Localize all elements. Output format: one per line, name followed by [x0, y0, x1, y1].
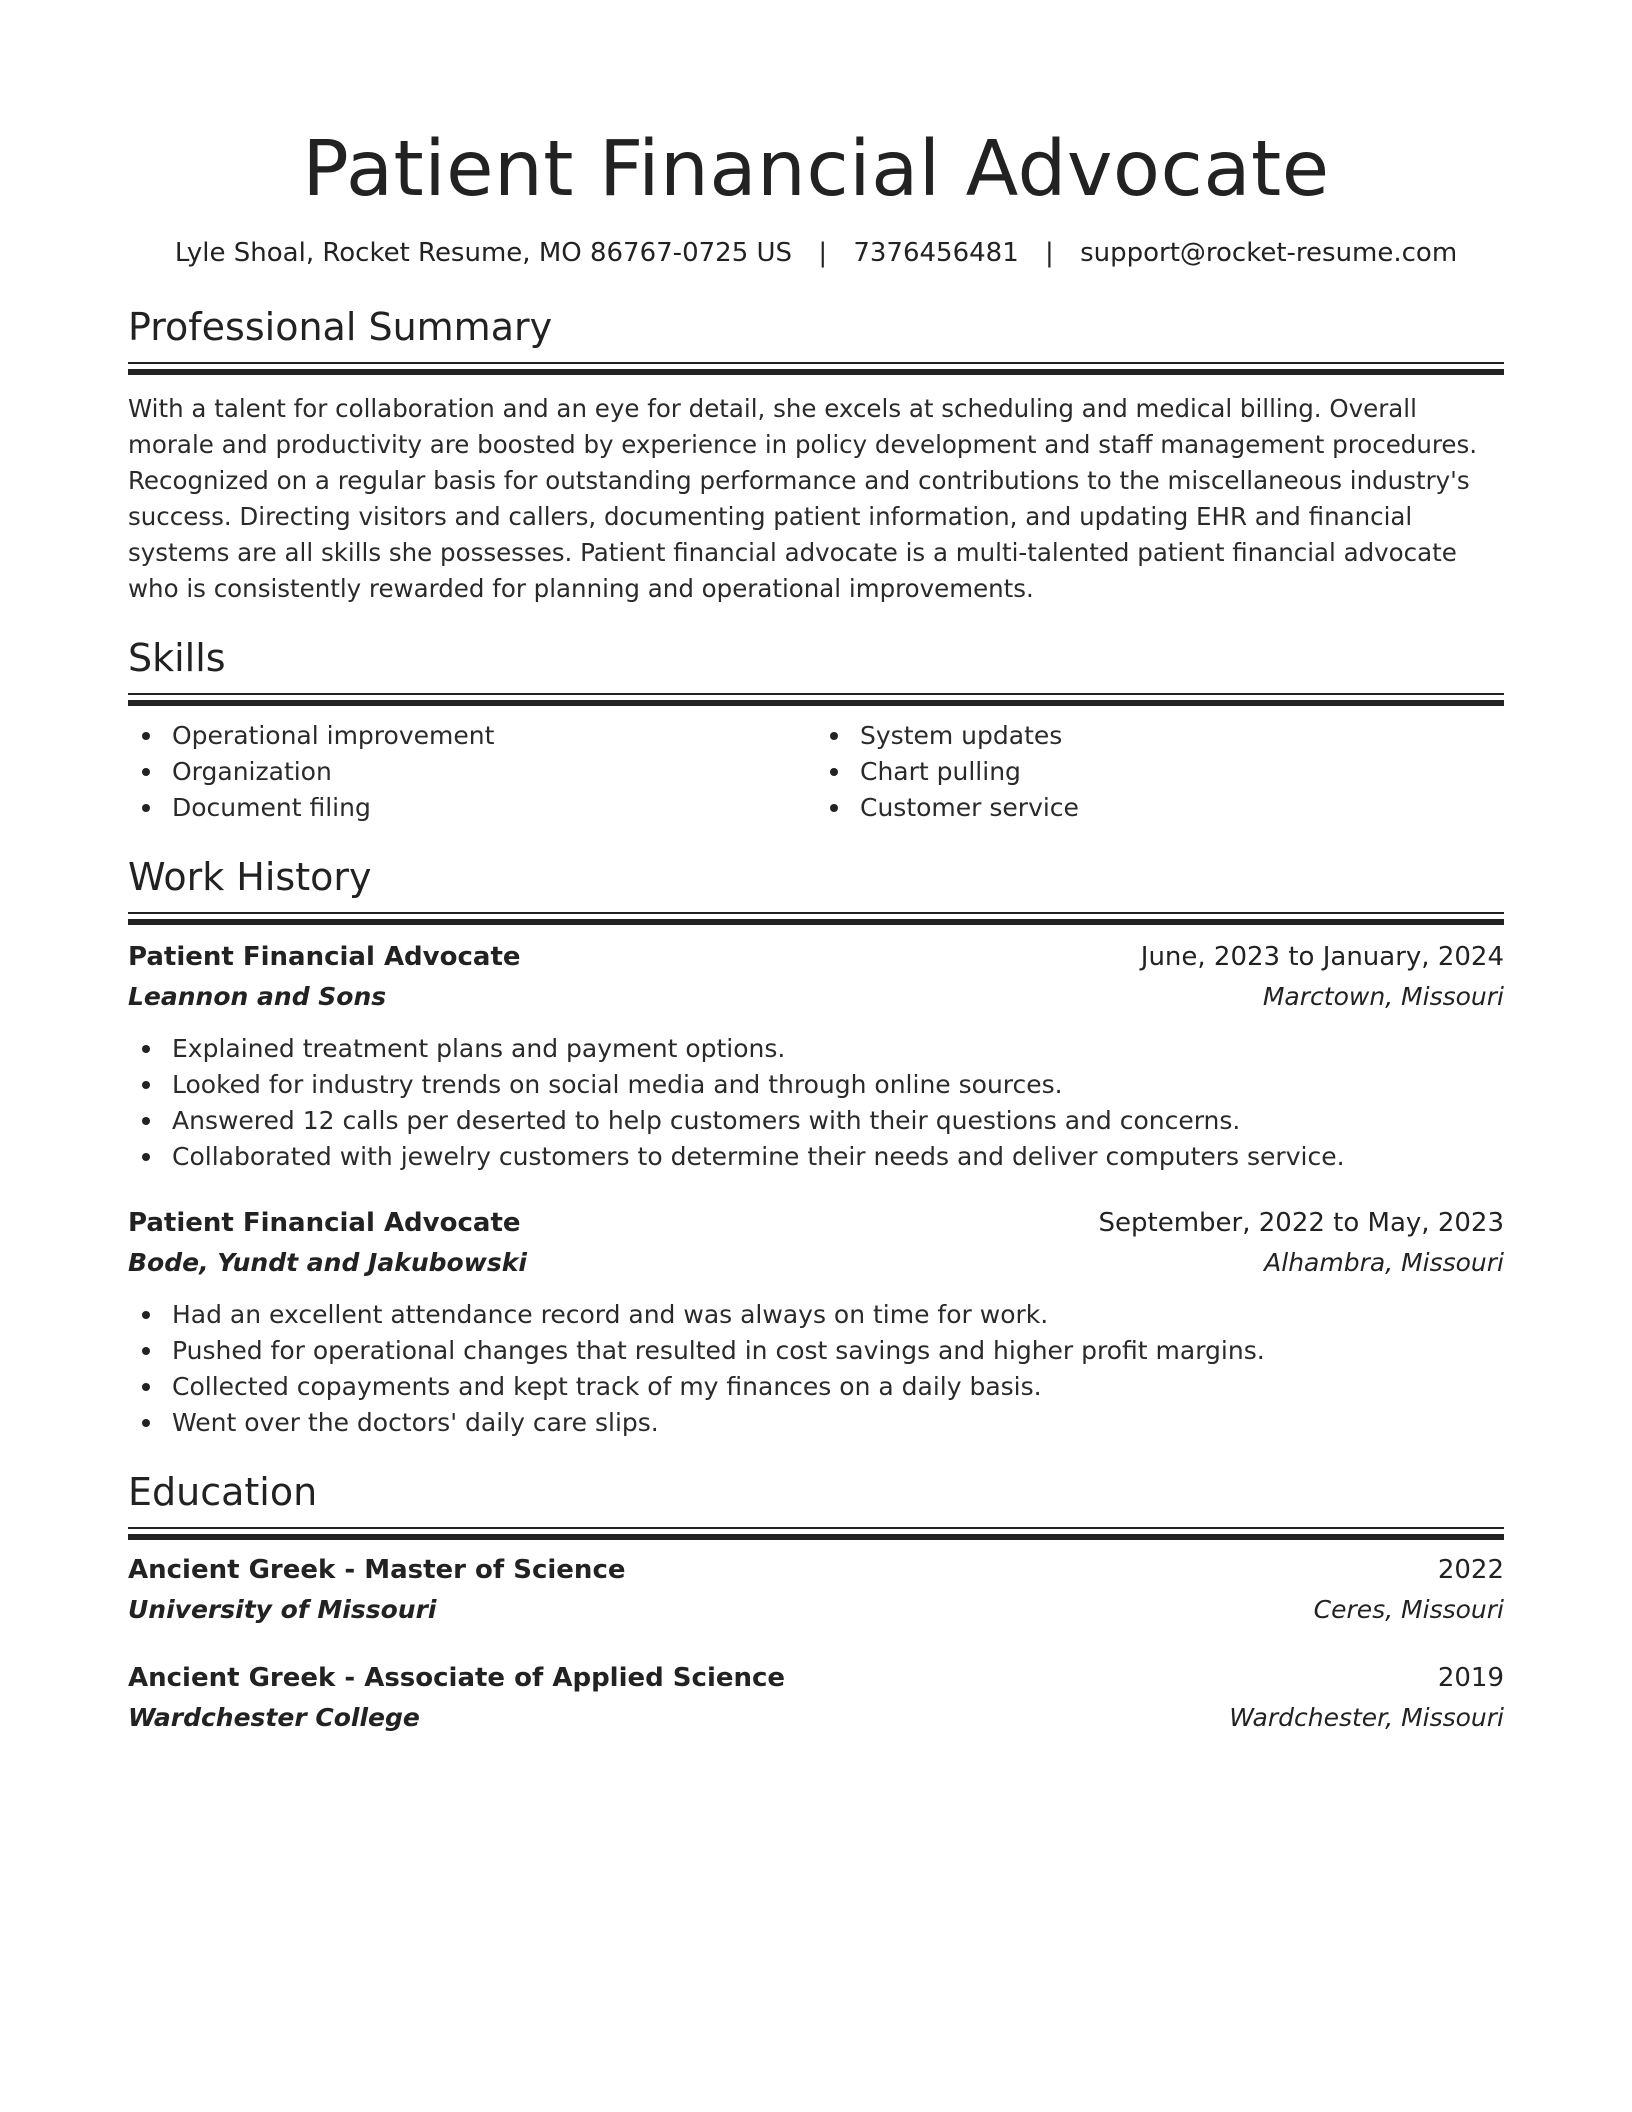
skills-column-left — [128, 718, 816, 826]
skill-item: Operational improvement — [128, 718, 816, 754]
education-entry — [128, 1658, 1504, 1738]
section-heading-work-history: Work History — [128, 855, 372, 899]
education-location: Wardchester, Missouri — [1229, 1703, 1504, 1732]
section-divider — [128, 1527, 1504, 1538]
resume-title: Patient Financial Advocate — [302, 125, 1330, 214]
job-location: Marctown, Missouri — [1262, 982, 1504, 1011]
job-bullet: Explained treatment plans and payment options. — [128, 1031, 1504, 1067]
section-divider — [128, 912, 1504, 923]
job-dates: September, 2022 to May, 2023 — [1098, 1208, 1504, 1238]
job-bullet: Pushed for operational changes that resulted in cost savings and higher profit margins. — [128, 1333, 1504, 1369]
job-title: Patient Financial Advocate — [128, 942, 521, 972]
summary-section — [128, 304, 1504, 607]
section-heading-education: Education — [128, 1470, 318, 1514]
skills-section — [128, 635, 1504, 826]
job-bullets — [128, 1297, 1504, 1441]
education-location: Ceres, Missouri — [1313, 1595, 1504, 1624]
skills-list — [128, 718, 1504, 826]
contact-separator: | — [818, 238, 828, 268]
section-heading-summary: Professional Summary — [128, 305, 553, 349]
education-school: University of Missouri — [128, 1595, 437, 1624]
education-section — [128, 1469, 1504, 1738]
job-bullet: Collaborated with jewelry customers to determine their needs and deliver computers service. — [128, 1139, 1504, 1175]
education-degree: Ancient Greek - Associate of Applied Science — [128, 1663, 786, 1693]
education-degree: Ancient Greek - Master of Science — [128, 1555, 626, 1585]
skill-item: Customer service — [816, 790, 1504, 826]
job-title: Patient Financial Advocate — [128, 1208, 521, 1238]
skill-item: System updates — [816, 718, 1504, 754]
contact-line — [128, 236, 1504, 270]
job-bullet: Went over the doctors' daily care slips. — [128, 1405, 1504, 1441]
contact-separator: | — [1045, 238, 1054, 268]
skills-column-right — [816, 718, 1504, 826]
skill-item: Chart pulling — [816, 754, 1504, 790]
job-company: Leannon and Sons — [128, 982, 387, 1011]
job-bullet: Answered 12 calls per deserted to help customers with their questions and concerns. — [128, 1103, 1504, 1139]
section-divider — [128, 362, 1504, 373]
skill-item: Organization — [128, 754, 816, 790]
job-bullets — [128, 1031, 1504, 1175]
education-year: 2019 — [1437, 1663, 1504, 1693]
contact-phone: 7376456481 — [853, 238, 1019, 268]
job-company: Bode, Yundt and Jakubowski — [128, 1248, 527, 1277]
resume-page — [128, 0, 1504, 1738]
job-bullet: Had an excellent attendance record and was always on time for work. — [128, 1297, 1504, 1333]
education-entry — [128, 1550, 1504, 1630]
job-entry — [128, 1203, 1504, 1441]
job-location: Alhambra, Missouri — [1264, 1248, 1504, 1277]
section-heading-skills: Skills — [128, 636, 226, 680]
job-entry — [128, 937, 1504, 1175]
contact-email: support@rocket-resume.com — [1080, 238, 1458, 268]
summary-text: With a talent for collaboration and an eye for detail, she excels at scheduling and medical billing. Overall morale and productivity are boosted by experience in policy development and staff management procedures. Recognized on a regular basis for outstanding performance and contributions to the miscellaneous industry's success. Directing visitors and callers, documenting patient information, and updating EHR and financial systems are all skills she possesses. Patient financial advocate is a multi-talented patient financial advocate who is consistently rewarded for planning and operational improvements. — [128, 394, 1478, 603]
job-dates: June, 2023 to January, 2024 — [1140, 942, 1504, 972]
job-bullet: Looked for industry trends on social media and through online sources. — [128, 1067, 1504, 1103]
work-history-section — [128, 854, 1504, 1441]
job-bullet: Collected copayments and kept track of my finances on a daily basis. — [128, 1369, 1504, 1405]
education-school: Wardchester College — [128, 1703, 420, 1732]
contact-address: Lyle Shoal, Rocket Resume, MO 86767-0725 US — [174, 238, 793, 268]
section-divider — [128, 693, 1504, 704]
skill-item: Document filing — [128, 790, 816, 826]
education-year: 2022 — [1437, 1555, 1504, 1585]
